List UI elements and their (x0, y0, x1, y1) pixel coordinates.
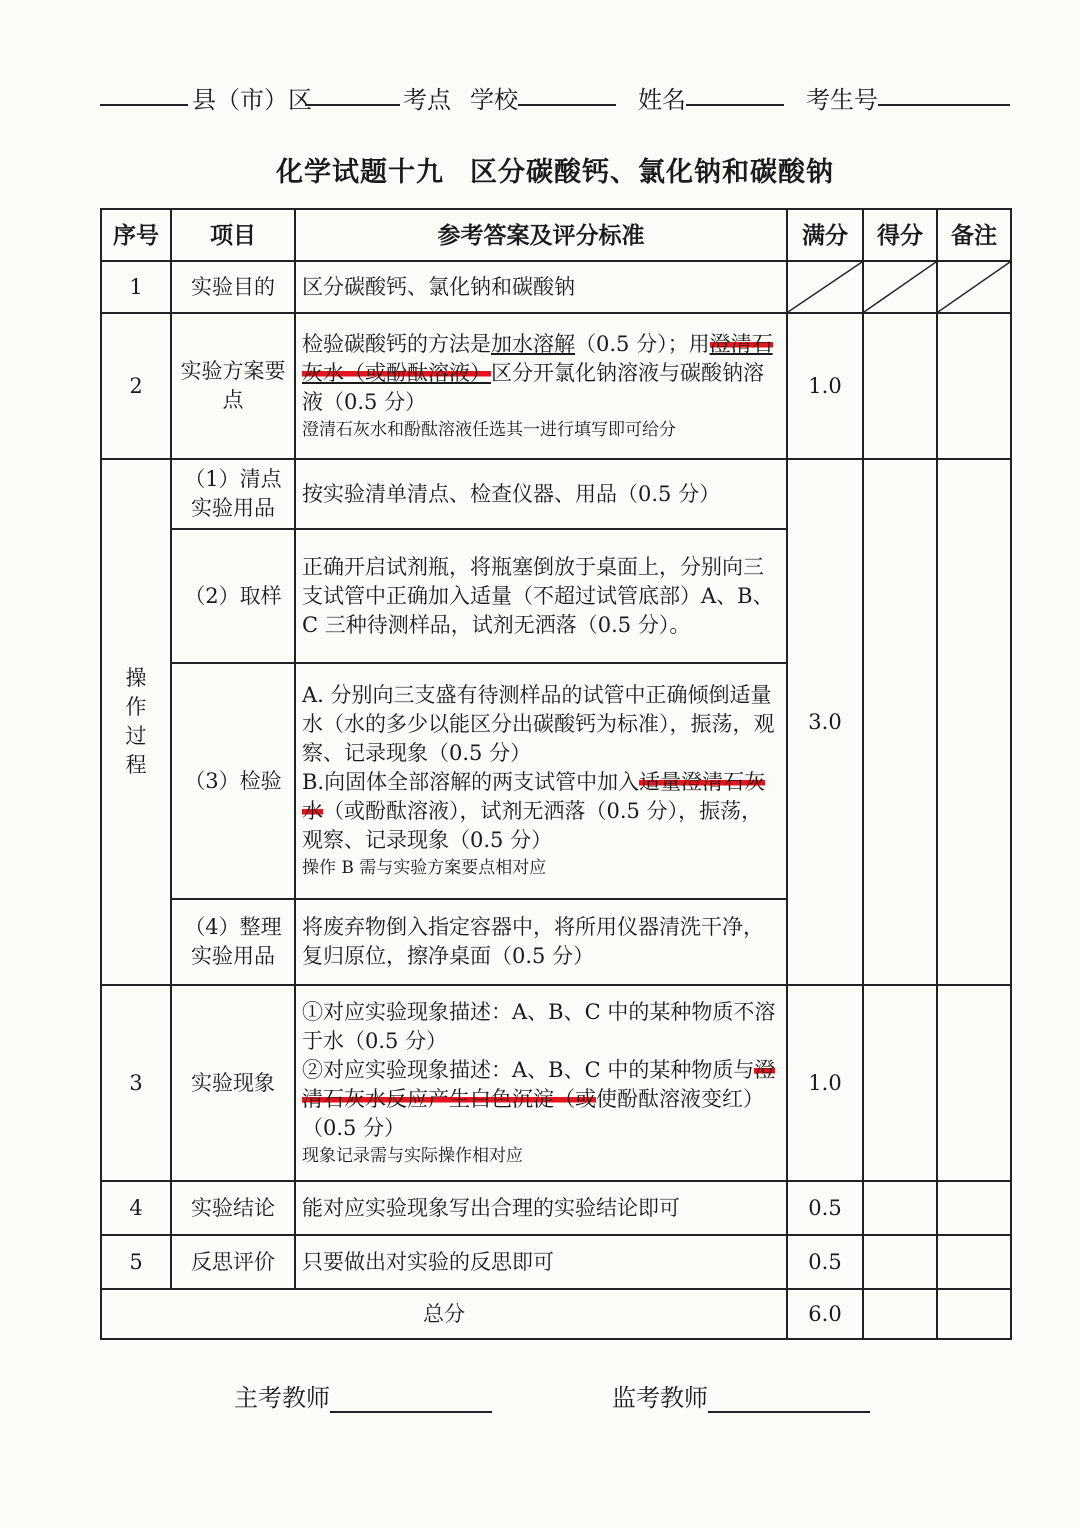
row-content: A. 分别向三支盛有待测样品的试管中正确倾倒适量水（水的多少以能区分出碳酸钙为标准），振荡，观察、记录现象（0.5 分） B.向固体全部溶解的两支试管中加入适量澄清石灰水（或酚酞溶液），试剂无洒落（0.5 分），振荡，观察、记录现象（0.5 分） 操作 B 需与实验方案要点相对应 (295, 663, 787, 899)
score-cell[interactable] (863, 459, 937, 985)
row-content: 检验碳酸钙的方法是加水溶解（0.5 分）；用澄清石灰水（或酚酞溶液）区分开氯化钠溶液与碳酸钠溶液（0.5 分） 澄清石灰水和酚酞溶液任选其一进行填写即可给分 (295, 313, 787, 459)
row-number: 4 (101, 1181, 171, 1235)
proctor-blank[interactable] (708, 1385, 870, 1413)
score-cell[interactable] (863, 1235, 937, 1289)
header-full: 满分 (787, 209, 863, 261)
row-content: 将废弃物倒入指定容器中，将所用仪器清洗干净，复归原位，擦净桌面（0.5 分） (295, 899, 787, 985)
chief-examiner-label: 主考教师 (234, 1384, 330, 1412)
row-content: 区分碳酸钙、氯化钠和碳酸钠 (295, 261, 787, 313)
process-label: 操 作 过 程 (101, 459, 171, 985)
header-standard: 参考答案及评分标准 (295, 209, 787, 261)
full-score: 1.0 (787, 313, 863, 459)
header-remark: 备注 (937, 209, 1011, 261)
row-content: 只要做出对实验的反思即可 (295, 1235, 787, 1289)
name-label: 姓名 (638, 86, 686, 114)
proctor-label: 监考教师 (612, 1384, 708, 1412)
row-item: 实验现象 (171, 985, 295, 1181)
scoring-note: 澄清石灰水和酚酞溶液任选其一进行填写即可给分 (302, 419, 676, 440)
highlighted-text: 澄清石灰水反应产生白色沉淀（或 (302, 1057, 776, 1111)
full-score: 6.0 (787, 1289, 863, 1339)
remark-cell[interactable] (937, 313, 1011, 459)
row-content: 按实验清单清点、检查仪器、用品（0.5 分） (295, 459, 787, 529)
full-score: 0.5 (787, 1235, 863, 1289)
header-item: 项目 (171, 209, 295, 261)
row-content: 正确开启试剂瓶，将瓶塞倒放于桌面上，分别向三支试管中正确加入适量（不超过试管底部）A、B、C 三种待测样品，试剂无洒落（0.5 分）。 (295, 529, 787, 663)
filled-answer: 加水溶解 (491, 331, 575, 356)
exam-site-label: 考点 (403, 86, 451, 114)
candidate-info-line (100, 76, 1020, 116)
filled-answer: 澄清石灰水（或酚酞溶液） (302, 331, 773, 385)
row-number: 3 (101, 985, 171, 1181)
total-label: 总分 (101, 1289, 787, 1339)
row-content: 能对应实验现象写出合理的实验结论即可 (295, 1181, 787, 1235)
title-number: 化学试题十九 (276, 157, 444, 188)
school-label: 学校 (470, 86, 518, 114)
scoring-table (100, 208, 1012, 1340)
row-number: 2 (101, 313, 171, 459)
row-content: ①对应实验现象描述：A、B、C 中的某种物质不溶于水（0.5 分） ②对应实验现象描述：A、B、C 中的某种物质与澄清石灰水反应产生白色沉淀（或使酚酞溶液变红）（0.5 分） 现象记录需与实际操作相对应 (295, 985, 787, 1181)
table-row (101, 261, 1011, 313)
page-title (0, 150, 1080, 189)
score-cell[interactable] (863, 1181, 937, 1235)
crossed-cell (937, 261, 1011, 313)
row-number: 5 (101, 1235, 171, 1289)
table-row (101, 459, 1011, 529)
scoring-note: 现象记录需与实际操作相对应 (302, 1145, 523, 1166)
row-item: 实验目的 (171, 261, 295, 313)
score-cell[interactable] (863, 313, 937, 459)
title-topic: 区分碳酸钙、氯化钠和碳酸钠 (470, 157, 834, 188)
total-row (101, 1289, 1011, 1339)
proctor-signature (612, 1378, 870, 1413)
remark-cell[interactable] (937, 459, 1011, 985)
row-item: 实验方案要点 (171, 313, 295, 459)
header-row (101, 209, 1011, 261)
name-blank[interactable] (686, 104, 784, 106)
county-blank[interactable] (100, 104, 188, 106)
school-blank[interactable] (518, 104, 616, 106)
exam-site-blank[interactable] (305, 104, 400, 106)
crossed-cell (787, 261, 863, 313)
full-score: 1.0 (787, 985, 863, 1181)
row-item: 反思评价 (171, 1235, 295, 1289)
score-cell[interactable] (863, 1289, 937, 1339)
header-score: 得分 (863, 209, 937, 261)
table-row (101, 1181, 1011, 1235)
table-row (101, 313, 1011, 459)
header-no: 序号 (101, 209, 171, 261)
row-item: （4）整理实验用品 (171, 899, 295, 985)
remark-cell[interactable] (937, 1289, 1011, 1339)
table-row (101, 1235, 1011, 1289)
full-score: 3.0 (787, 459, 863, 985)
scoring-note: 操作 B 需与实验方案要点相对应 (302, 858, 547, 878)
row-number: 1 (101, 261, 171, 313)
table-row (101, 985, 1011, 1181)
student-no-label: 考生号 (806, 86, 878, 114)
full-score: 0.5 (787, 1181, 863, 1235)
chief-examiner-signature (234, 1378, 492, 1413)
row-item: 实验结论 (171, 1181, 295, 1235)
student-no-blank[interactable] (878, 104, 1010, 106)
chief-examiner-blank[interactable] (330, 1385, 492, 1413)
crossed-cell (863, 261, 937, 313)
score-cell[interactable] (863, 985, 937, 1181)
remark-cell[interactable] (937, 985, 1011, 1181)
row-item: （3）检验 (171, 663, 295, 899)
county-label: 县（市）区 (192, 86, 312, 114)
row-item: （1）清点实验用品 (171, 459, 295, 529)
remark-cell[interactable] (937, 1235, 1011, 1289)
highlighted-text: 适量澄清石灰水 (302, 770, 766, 823)
row-item: （2）取样 (171, 529, 295, 663)
remark-cell[interactable] (937, 1181, 1011, 1235)
